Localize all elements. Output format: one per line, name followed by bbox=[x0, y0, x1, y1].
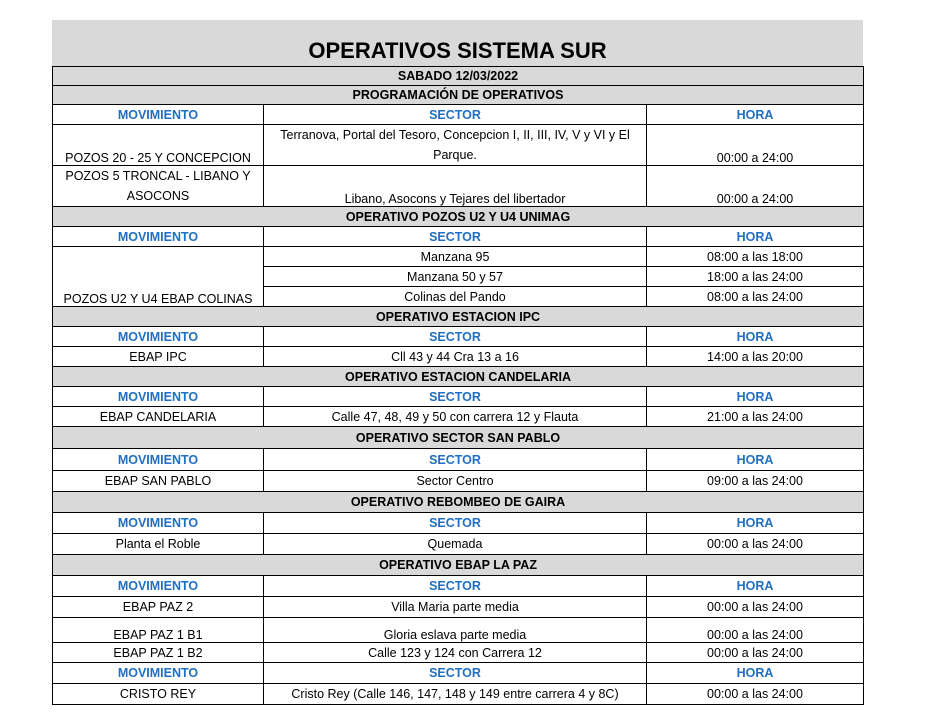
cell-movimiento: POZOS U2 Y U4 EBAP COLINAS bbox=[53, 247, 264, 307]
column-header-row bbox=[53, 105, 864, 125]
cell-hora: 18:00 a las 24:00 bbox=[647, 267, 864, 287]
section-title: OPERATIVO ESTACION IPC bbox=[53, 307, 864, 327]
cell-movimiento: POZOS 5 TRONCAL - LIBANO Y ASOCONS bbox=[53, 166, 264, 207]
table-row bbox=[53, 125, 864, 166]
section-title-row bbox=[53, 492, 864, 513]
column-header-row bbox=[53, 449, 864, 471]
table-row bbox=[53, 471, 864, 492]
header-hora: HORA bbox=[647, 663, 864, 684]
section-title-row bbox=[53, 555, 864, 576]
column-header-row bbox=[53, 576, 864, 597]
cell-hora: 00:00 a las 24:00 bbox=[647, 684, 864, 705]
section-title: OPERATIVO REBOMBEO DE GAIRA bbox=[53, 492, 864, 513]
cell-movimiento: EBAP PAZ 1 B2 bbox=[53, 643, 264, 663]
header-sector: SECTOR bbox=[264, 327, 647, 347]
header-sector: SECTOR bbox=[264, 663, 647, 684]
cell-sector: Cll 43 y 44 Cra 13 a 16 bbox=[264, 347, 647, 367]
section-title-row bbox=[53, 207, 864, 227]
section-title-row bbox=[53, 367, 864, 387]
cell-sector: Sector Centro bbox=[264, 471, 647, 492]
table-row bbox=[53, 534, 864, 555]
date-row bbox=[53, 67, 864, 86]
cell-sector: Calle 123 y 124 con Carrera 12 bbox=[264, 643, 647, 663]
section-title-row bbox=[53, 307, 864, 327]
table-row bbox=[53, 247, 864, 267]
header-sector: SECTOR bbox=[264, 105, 647, 125]
cell-movimiento: EBAP CANDELARIA bbox=[53, 407, 264, 427]
cell-movimiento: POZOS 20 - 25 Y CONCEPCION bbox=[53, 125, 264, 166]
operations-table bbox=[52, 66, 864, 705]
header-sector: SECTOR bbox=[264, 387, 647, 407]
header-movimiento: MOVIMIENTO bbox=[53, 663, 264, 684]
cell-hora: 00:00 a las 24:00 bbox=[647, 618, 864, 643]
header-movimiento: MOVIMIENTO bbox=[53, 227, 264, 247]
cell-hora: 21:00 a las 24:00 bbox=[647, 407, 864, 427]
header-movimiento: MOVIMIENTO bbox=[53, 513, 264, 534]
header-movimiento: MOVIMIENTO bbox=[53, 449, 264, 471]
section-title: OPERATIVO SECTOR SAN PABLO bbox=[53, 427, 864, 449]
table-row bbox=[53, 407, 864, 427]
header-sector: SECTOR bbox=[264, 227, 647, 247]
cell-sector: Quemada bbox=[264, 534, 647, 555]
header-movimiento: MOVIMIENTO bbox=[53, 327, 264, 347]
header-hora: HORA bbox=[647, 387, 864, 407]
cell-hora: 08:00 a las 24:00 bbox=[647, 287, 864, 307]
cell-movimiento: EBAP IPC bbox=[53, 347, 264, 367]
cell-sector: Cristo Rey (Calle 146, 147, 148 y 149 entre carrera 4 y 8C) bbox=[264, 684, 647, 705]
header-movimiento: MOVIMIENTO bbox=[53, 387, 264, 407]
cell-sector: Villa Maria parte media bbox=[264, 597, 647, 618]
header-hora: HORA bbox=[647, 227, 864, 247]
header-hora: HORA bbox=[647, 513, 864, 534]
header-movimiento: MOVIMIENTO bbox=[53, 576, 264, 597]
section-title: OPERATIVO ESTACION CANDELARIA bbox=[53, 367, 864, 387]
page-title: OPERATIVOS SISTEMA SUR bbox=[52, 20, 863, 66]
cell-hora: 00:00 a 24:00 bbox=[647, 125, 864, 166]
cell-movimiento: EBAP PAZ 1 B1 bbox=[53, 618, 264, 643]
cell-hora: 09:00 a las 24:00 bbox=[647, 471, 864, 492]
cell-hora: 00:00 a 24:00 bbox=[647, 166, 864, 207]
column-header-row bbox=[53, 663, 864, 684]
cell-movimiento: EBAP SAN PABLO bbox=[53, 471, 264, 492]
table-row bbox=[53, 166, 864, 207]
cell-movimiento: CRISTO REY bbox=[53, 684, 264, 705]
cell-sector: Calle 47, 48, 49 y 50 con carrera 12 y Flauta bbox=[264, 407, 647, 427]
table-row bbox=[53, 597, 864, 618]
cell-sector: Terranova, Portal del Tesoro, Concepcion I, II, III, IV, V y VI y El Parque. bbox=[264, 125, 647, 166]
section-title-row bbox=[53, 427, 864, 449]
cell-hora: 00:00 a las 24:00 bbox=[647, 534, 864, 555]
header-sector: SECTOR bbox=[264, 513, 647, 534]
column-header-row bbox=[53, 387, 864, 407]
table-row bbox=[53, 643, 864, 663]
cell-sector: Colinas del Pando bbox=[264, 287, 647, 307]
header-hora: HORA bbox=[647, 576, 864, 597]
column-header-row bbox=[53, 327, 864, 347]
cell-hora: 00:00 a las 24:00 bbox=[647, 597, 864, 618]
date-label: SABADO 12/03/2022 bbox=[53, 67, 864, 86]
header-hora: HORA bbox=[647, 449, 864, 471]
cell-hora: 00:00 a las 24:00 bbox=[647, 643, 864, 663]
cell-sector: Gloria eslava parte media bbox=[264, 618, 647, 643]
table-row bbox=[53, 618, 864, 643]
table-row bbox=[53, 684, 864, 705]
section-title-row bbox=[53, 86, 864, 105]
header-hora: HORA bbox=[647, 327, 864, 347]
cell-hora: 08:00 a las 18:00 bbox=[647, 247, 864, 267]
cell-sector: Libano, Asocons y Tejares del libertador bbox=[264, 166, 647, 207]
section-title: OPERATIVO POZOS U2 Y U4 UNIMAG bbox=[53, 207, 864, 227]
table-row bbox=[53, 347, 864, 367]
section-title: OPERATIVO EBAP LA PAZ bbox=[53, 555, 864, 576]
cell-movimiento: Planta el Roble bbox=[53, 534, 264, 555]
column-header-row bbox=[53, 227, 864, 247]
header-sector: SECTOR bbox=[264, 576, 647, 597]
cell-sector: Manzana 50 y 57 bbox=[264, 267, 647, 287]
header-movimiento: MOVIMIENTO bbox=[53, 105, 264, 125]
header-hora: HORA bbox=[647, 105, 864, 125]
section-title: PROGRAMACIÓN DE OPERATIVOS bbox=[53, 86, 864, 105]
cell-hora: 14:00 a las 20:00 bbox=[647, 347, 864, 367]
cell-sector: Manzana 95 bbox=[264, 247, 647, 267]
spreadsheet bbox=[52, 20, 863, 705]
cell-movimiento: EBAP PAZ 2 bbox=[53, 597, 264, 618]
header-sector: SECTOR bbox=[264, 449, 647, 471]
column-header-row bbox=[53, 513, 864, 534]
